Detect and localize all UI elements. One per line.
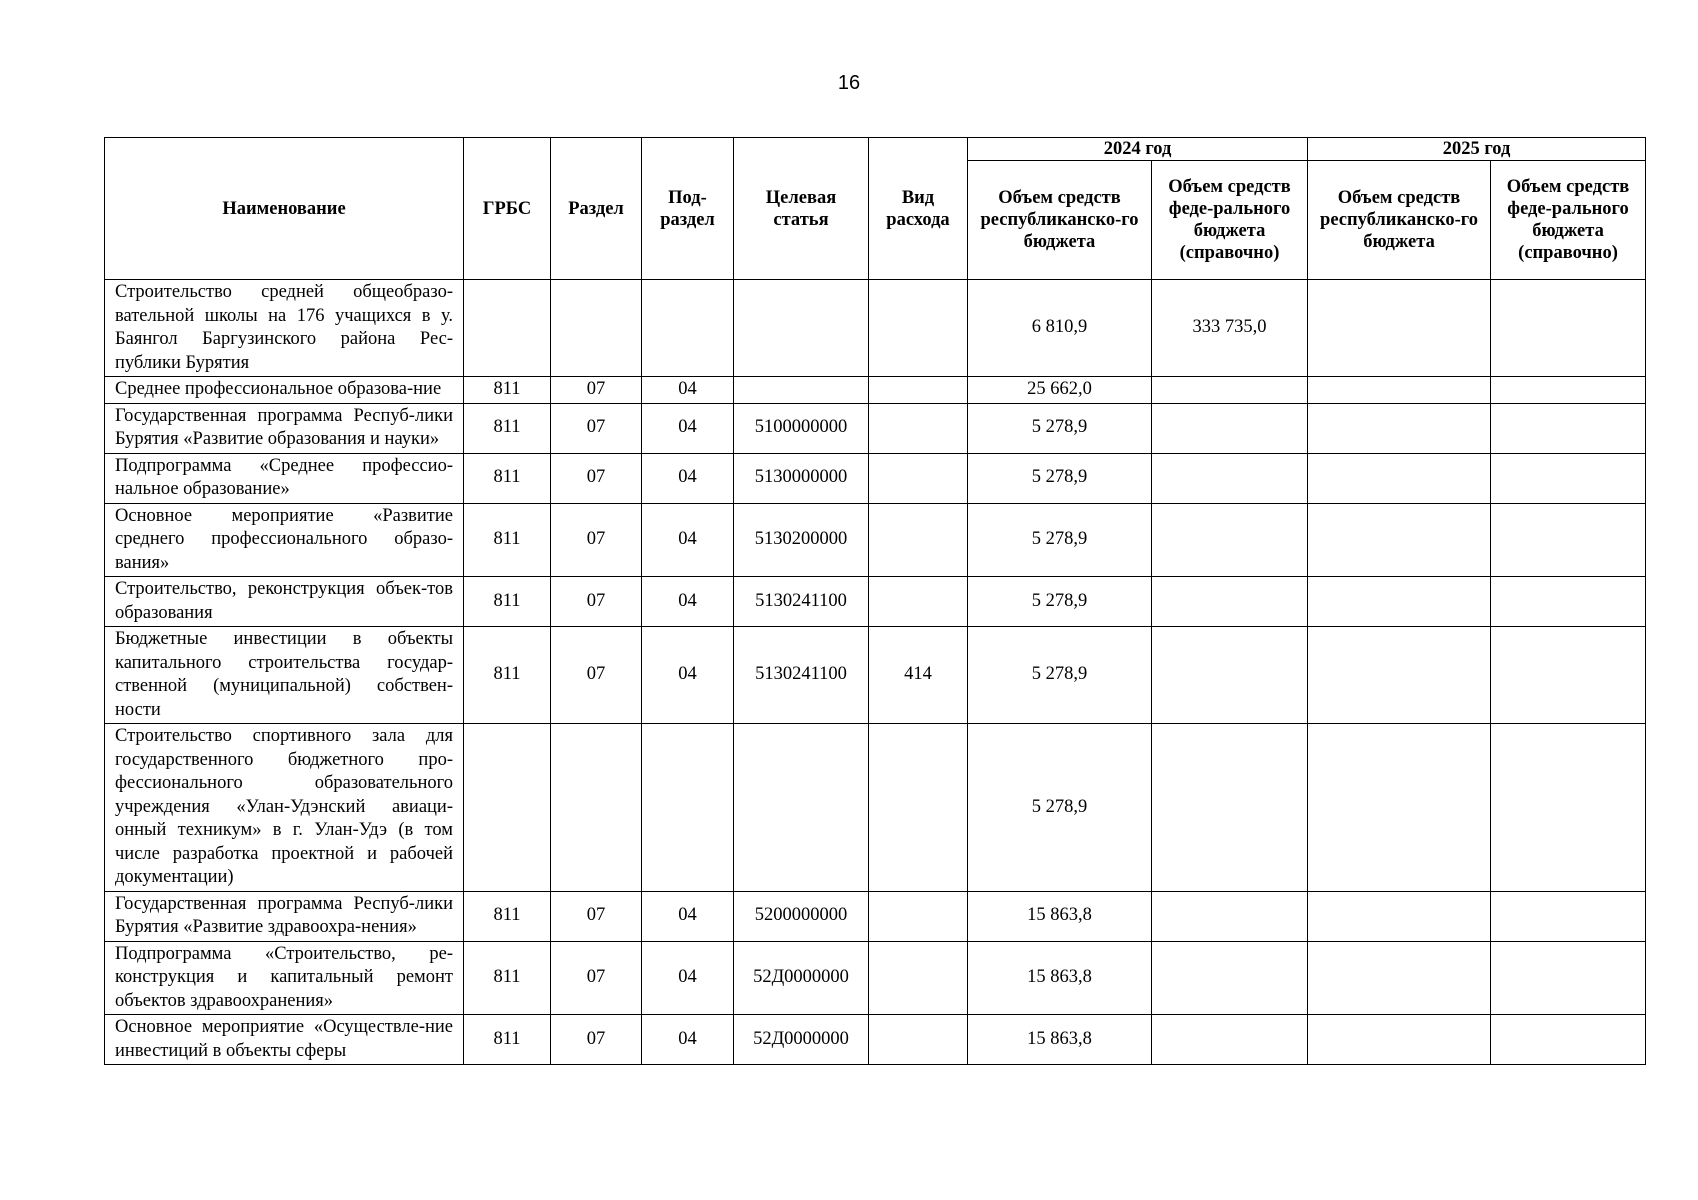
cell-grbs: 811 <box>464 503 551 577</box>
cell-name: Государственная программа Респуб-лики Бурятия «Развитие здравоохра-нения» <box>105 891 464 941</box>
cell-federal-budget-2025 <box>1491 1015 1646 1065</box>
cell-federal-budget-2025 <box>1491 891 1646 941</box>
cell-target-item <box>734 377 869 404</box>
cell-expense-type <box>869 453 968 503</box>
table-body <box>105 280 1646 1065</box>
header-federal-budget-2025: Объем средств феде-рального бюджета (справочно) <box>1491 161 1646 280</box>
header-grbs: ГРБС <box>464 138 551 280</box>
cell-target-item <box>734 724 869 892</box>
table-row <box>105 891 1646 941</box>
cell-section: 07 <box>551 577 642 627</box>
cell-expense-type <box>869 403 968 453</box>
table-row <box>105 403 1646 453</box>
table-row <box>105 503 1646 577</box>
cell-grbs: 811 <box>464 377 551 404</box>
cell-section <box>551 724 642 892</box>
cell-republic-budget-2024: 15 863,8 <box>968 1015 1152 1065</box>
cell-federal-budget-2025 <box>1491 503 1646 577</box>
cell-republic-budget-2024: 5 278,9 <box>968 403 1152 453</box>
cell-grbs: 811 <box>464 403 551 453</box>
cell-name: Бюджетные инвестиции в объекты капитального строительства государ-ственной (муниципальной) собствен-ности <box>105 627 464 724</box>
header-year-2024: 2024 год <box>968 138 1308 161</box>
cell-republic-budget-2024: 5 278,9 <box>968 724 1152 892</box>
cell-name: Строительство, реконструкция объек-тов образования <box>105 577 464 627</box>
cell-republic-budget-2024: 5 278,9 <box>968 453 1152 503</box>
cell-expense-type <box>869 1015 968 1065</box>
cell-subsection: 04 <box>642 503 734 577</box>
cell-federal-budget-2024 <box>1152 377 1308 404</box>
cell-grbs: 811 <box>464 453 551 503</box>
cell-name: Среднее профессиональное образова-ние <box>105 377 464 404</box>
cell-subsection: 04 <box>642 453 734 503</box>
cell-section: 07 <box>551 1015 642 1065</box>
cell-name: Строительство спортивного зала для государственного бюджетного про-фессионального образовательного учреждения «Улан-Удэнский авиаци-онный техникум» в г. Улан-Удэ (в том числе разработка проектной и рабочей документации) <box>105 724 464 892</box>
cell-grbs: 811 <box>464 627 551 724</box>
header-expense-type: Вид расхода <box>869 138 968 280</box>
cell-expense-type <box>869 503 968 577</box>
table-row <box>105 724 1646 892</box>
cell-federal-budget-2024 <box>1152 503 1308 577</box>
table-row <box>105 377 1646 404</box>
cell-subsection <box>642 724 734 892</box>
cell-name: Государственная программа Респуб-лики Бурятия «Развитие образования и науки» <box>105 403 464 453</box>
cell-grbs: 811 <box>464 577 551 627</box>
cell-republic-budget-2024: 6 810,9 <box>968 280 1152 377</box>
header-subsection: Под-раздел <box>642 138 734 280</box>
header-name: Наименование <box>105 138 464 280</box>
cell-republic-budget-2025 <box>1308 1015 1491 1065</box>
header-target-item: Целевая статья <box>734 138 869 280</box>
cell-target-item: 5130200000 <box>734 503 869 577</box>
cell-section: 07 <box>551 453 642 503</box>
cell-federal-budget-2025 <box>1491 280 1646 377</box>
header-section: Раздел <box>551 138 642 280</box>
header-federal-budget-2024: Объем средств феде-рального бюджета (справочно) <box>1152 161 1308 280</box>
cell-expense-type: 414 <box>869 627 968 724</box>
cell-federal-budget-2025 <box>1491 941 1646 1015</box>
cell-republic-budget-2025 <box>1308 453 1491 503</box>
cell-federal-budget-2024 <box>1152 403 1308 453</box>
cell-section <box>551 280 642 377</box>
cell-republic-budget-2024: 5 278,9 <box>968 577 1152 627</box>
table-row <box>105 280 1646 377</box>
cell-target-item <box>734 280 869 377</box>
table-row <box>105 577 1646 627</box>
cell-name: Основное мероприятие «Развитие среднего профессионального образо-вания» <box>105 503 464 577</box>
cell-federal-budget-2024 <box>1152 577 1308 627</box>
cell-republic-budget-2025 <box>1308 503 1491 577</box>
page-number: 16 <box>837 72 861 94</box>
cell-name: Подпрограмма «Строительство, ре-конструкция и капитальный ремонт объектов здравоохранения» <box>105 941 464 1015</box>
cell-republic-budget-2025 <box>1308 627 1491 724</box>
cell-target-item: 5130241100 <box>734 627 869 724</box>
cell-federal-budget-2024 <box>1152 627 1308 724</box>
cell-grbs <box>464 280 551 377</box>
cell-grbs <box>464 724 551 892</box>
cell-expense-type <box>869 941 968 1015</box>
cell-target-item: 52Д0000000 <box>734 1015 869 1065</box>
cell-target-item: 52Д0000000 <box>734 941 869 1015</box>
budget-table <box>104 137 1646 1065</box>
cell-republic-budget-2025 <box>1308 403 1491 453</box>
cell-target-item: 5200000000 <box>734 891 869 941</box>
cell-expense-type <box>869 377 968 404</box>
cell-subsection: 04 <box>642 891 734 941</box>
cell-section: 07 <box>551 627 642 724</box>
cell-subsection: 04 <box>642 1015 734 1065</box>
cell-section: 07 <box>551 503 642 577</box>
cell-grbs: 811 <box>464 1015 551 1065</box>
cell-subsection: 04 <box>642 941 734 1015</box>
cell-republic-budget-2024: 15 863,8 <box>968 941 1152 1015</box>
cell-section: 07 <box>551 403 642 453</box>
cell-section: 07 <box>551 891 642 941</box>
cell-federal-budget-2024 <box>1152 1015 1308 1065</box>
cell-federal-budget-2025 <box>1491 627 1646 724</box>
cell-republic-budget-2024: 5 278,9 <box>968 503 1152 577</box>
cell-name: Подпрограмма «Среднее профессио-нальное образование» <box>105 453 464 503</box>
cell-republic-budget-2025 <box>1308 724 1491 892</box>
cell-expense-type <box>869 891 968 941</box>
table-row <box>105 941 1646 1015</box>
cell-subsection <box>642 280 734 377</box>
cell-republic-budget-2024: 25 662,0 <box>968 377 1152 404</box>
cell-section: 07 <box>551 377 642 404</box>
cell-federal-budget-2024: 333 735,0 <box>1152 280 1308 377</box>
cell-expense-type <box>869 724 968 892</box>
cell-federal-budget-2025 <box>1491 403 1646 453</box>
header-republic-budget-2025: Объем средств республиканско-го бюджета <box>1308 161 1491 280</box>
cell-expense-type <box>869 577 968 627</box>
table-row <box>105 627 1646 724</box>
cell-federal-budget-2024 <box>1152 891 1308 941</box>
cell-federal-budget-2024 <box>1152 453 1308 503</box>
header-republic-budget-2024: Объем средств республиканско-го бюджета <box>968 161 1152 280</box>
table-row <box>105 1015 1646 1065</box>
cell-subsection: 04 <box>642 377 734 404</box>
cell-republic-budget-2024: 5 278,9 <box>968 627 1152 724</box>
cell-federal-budget-2025 <box>1491 377 1646 404</box>
table-row <box>105 453 1646 503</box>
cell-expense-type <box>869 280 968 377</box>
cell-grbs: 811 <box>464 891 551 941</box>
cell-subsection: 04 <box>642 403 734 453</box>
cell-federal-budget-2025 <box>1491 453 1646 503</box>
cell-republic-budget-2025 <box>1308 577 1491 627</box>
cell-republic-budget-2025 <box>1308 280 1491 377</box>
cell-target-item: 5130241100 <box>734 577 869 627</box>
cell-section: 07 <box>551 941 642 1015</box>
cell-name: Основное мероприятие «Осуществле-ние инвестиций в объекты сферы <box>105 1015 464 1065</box>
cell-republic-budget-2024: 15 863,8 <box>968 891 1152 941</box>
cell-republic-budget-2025 <box>1308 377 1491 404</box>
cell-grbs: 811 <box>464 941 551 1015</box>
cell-target-item: 5100000000 <box>734 403 869 453</box>
cell-federal-budget-2024 <box>1152 724 1308 892</box>
cell-federal-budget-2025 <box>1491 577 1646 627</box>
cell-republic-budget-2025 <box>1308 891 1491 941</box>
cell-republic-budget-2025 <box>1308 941 1491 1015</box>
cell-subsection: 04 <box>642 577 734 627</box>
cell-target-item: 5130000000 <box>734 453 869 503</box>
cell-subsection: 04 <box>642 627 734 724</box>
cell-name: Строительство средней общеобразо-вательной школы на 176 учащихся в у. Баянгол Баргузинского района Рес-публики Бурятия <box>105 280 464 377</box>
cell-federal-budget-2024 <box>1152 941 1308 1015</box>
header-year-2025: 2025 год <box>1308 138 1646 161</box>
cell-federal-budget-2025 <box>1491 724 1646 892</box>
